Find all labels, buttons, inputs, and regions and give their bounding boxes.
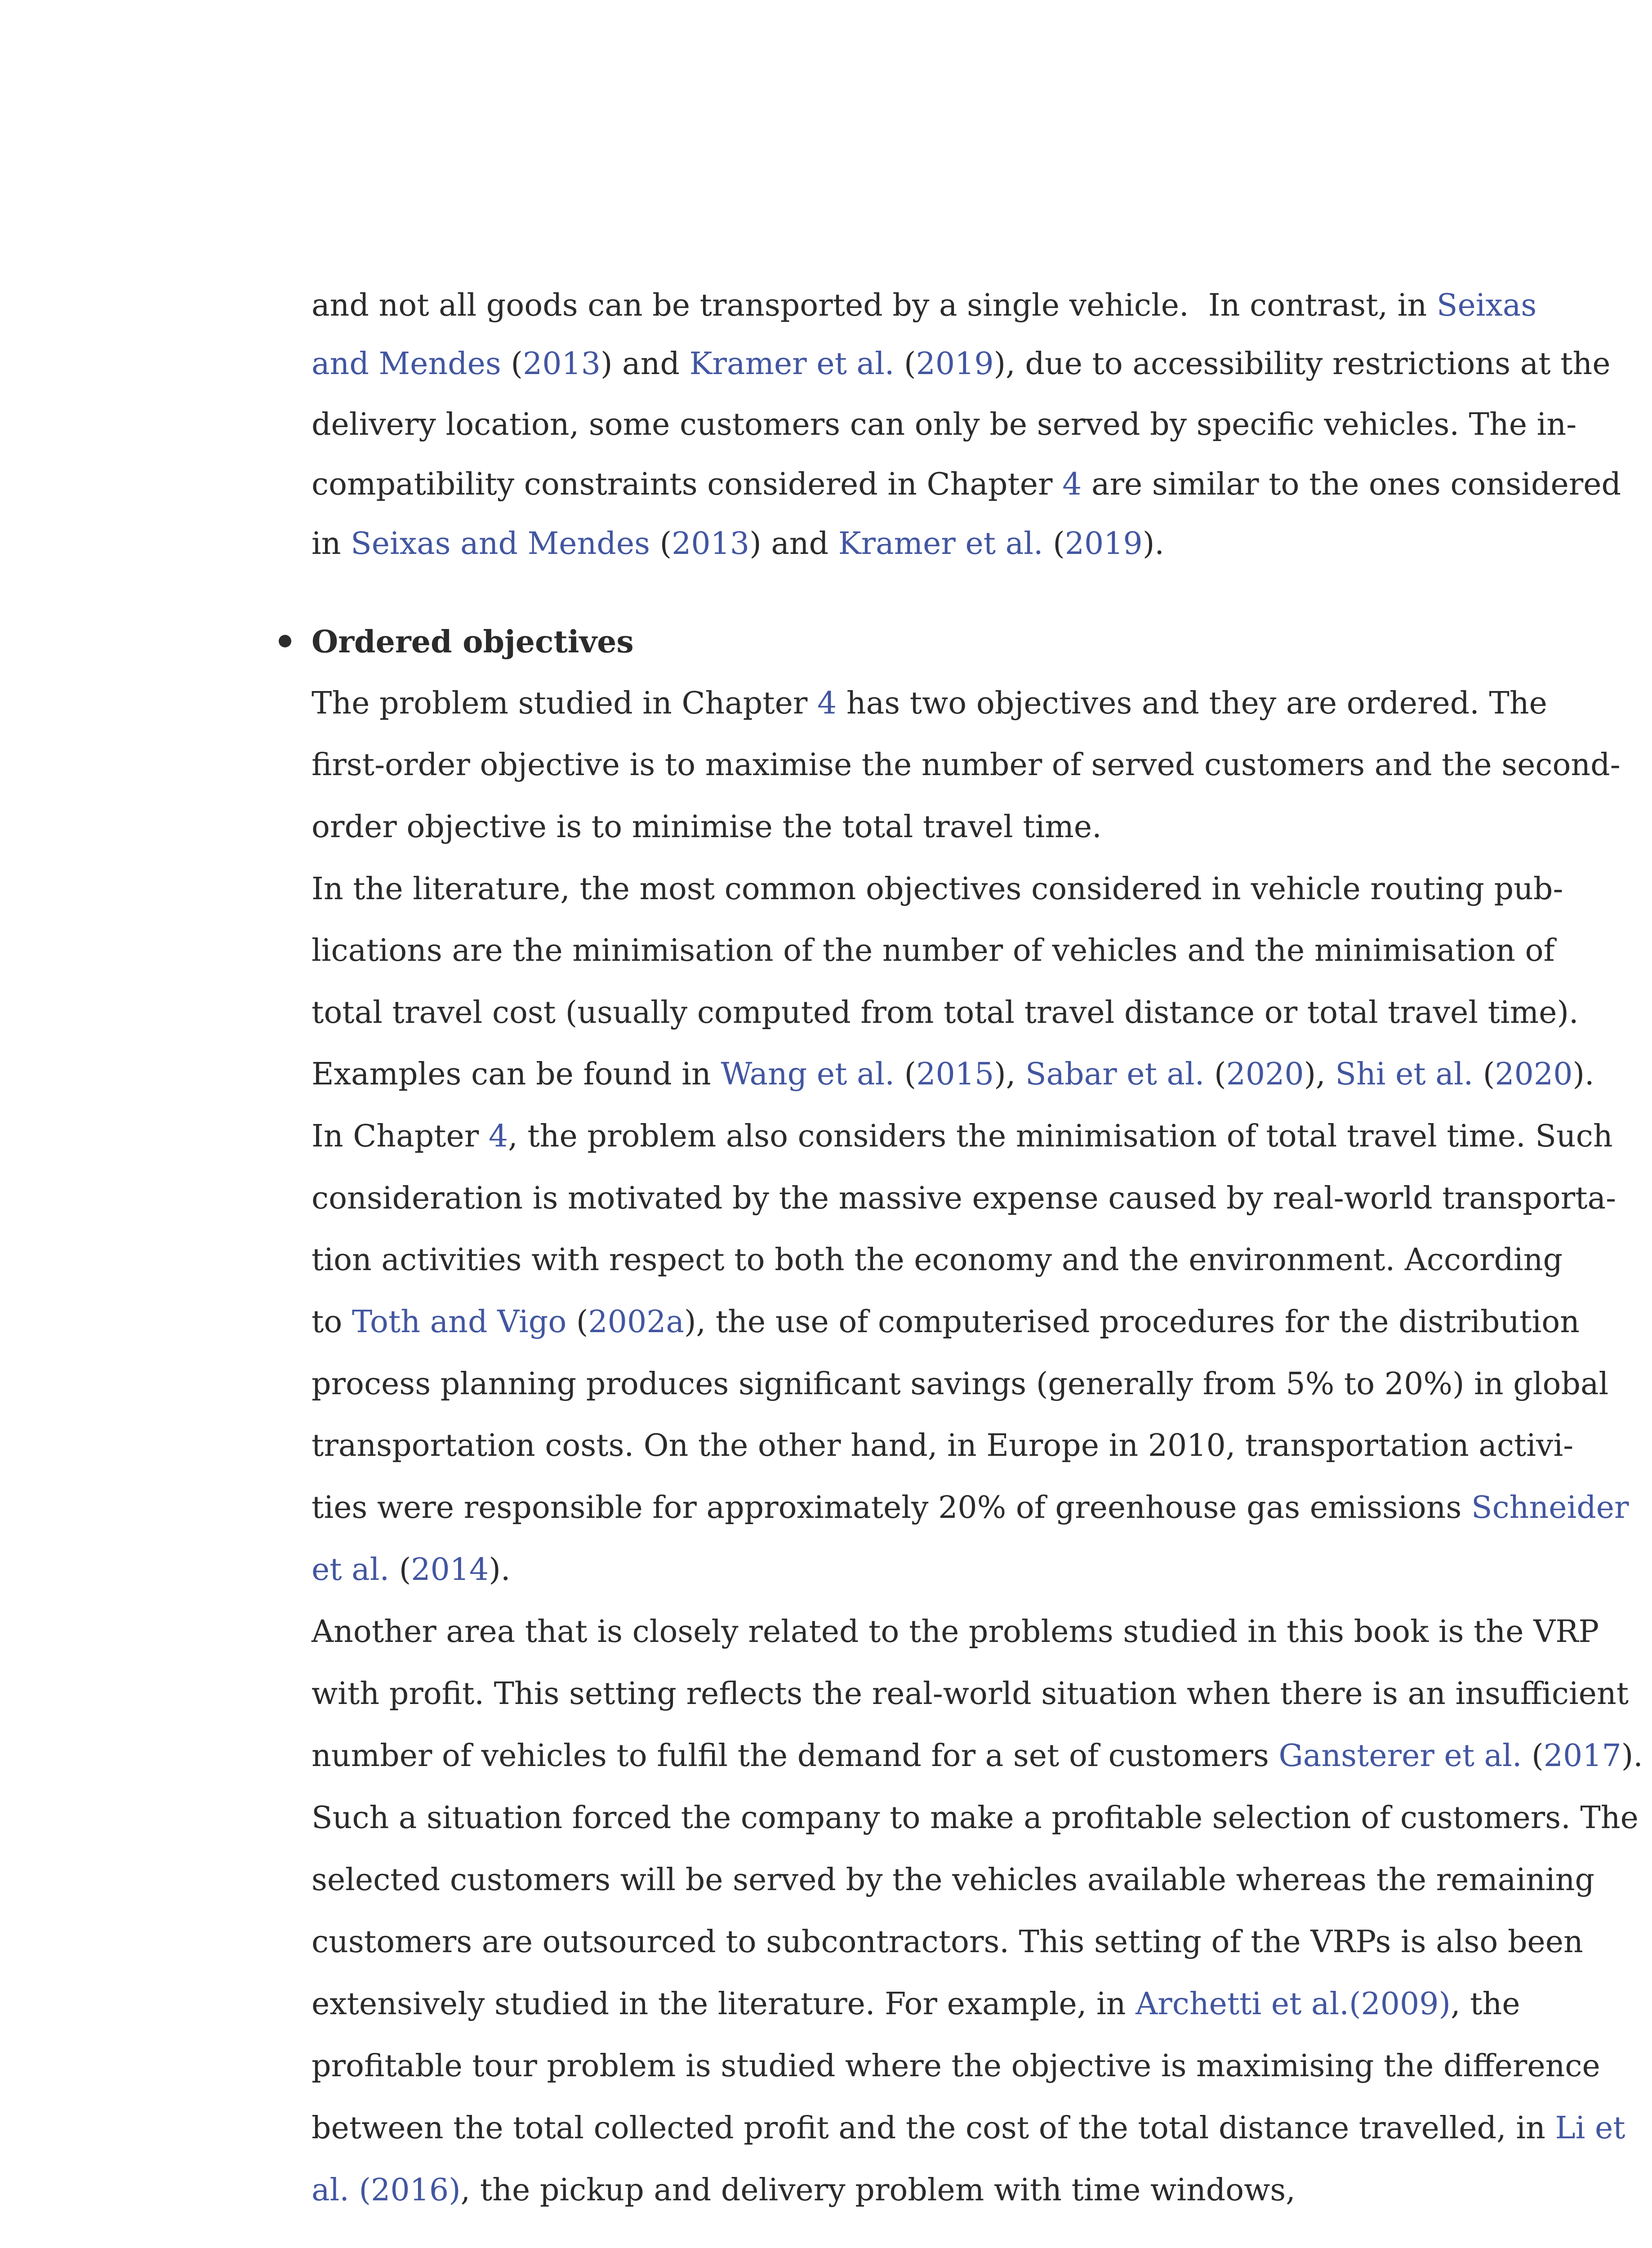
- text-run: in: [312, 526, 351, 562]
- paragraph-line: [312, 1973, 1520, 2036]
- citation-link[interactable]: Kramer et al.: [689, 346, 895, 382]
- paragraph-line: [312, 453, 1621, 516]
- paragraph-line: process planning produces significant savings (generally from 5% to 20%) in global: [312, 1366, 1609, 1402]
- text-run: ),: [994, 1057, 1026, 1092]
- text-run: The problem studied in Chapter: [312, 686, 818, 721]
- text-run: In Chapter: [312, 1119, 489, 1154]
- text-run: number of vehicles to fulfil the demand for a set of customers: [312, 1738, 1279, 1774]
- paragraph-line: delivery location, some customers can only be served by specific vehicles. The in-: [312, 407, 1577, 442]
- paragraph-line: first-order objective is to maximise the number of served customers and the second-: [312, 747, 1621, 783]
- citation-link[interactable]: al. (2016): [312, 2172, 461, 2208]
- citation-link[interactable]: and Mendes: [312, 346, 501, 382]
- text-run: extensively studied in the literature. For example, in: [312, 1986, 1136, 2022]
- paragraph-line: order objective is to minimise the total travel time.: [312, 809, 1102, 845]
- citation-link[interactable]: Sabar et al.: [1025, 1057, 1205, 1092]
- text-run: , the pickup and delivery problem with time windows,: [460, 2172, 1296, 2208]
- text-run: (: [389, 1552, 411, 1588]
- text-run: Examples can be found in: [312, 1057, 721, 1092]
- text-run: ) and: [601, 346, 690, 382]
- text-run: to: [312, 1304, 352, 1340]
- paragraph-line: [312, 333, 1611, 396]
- citation-link[interactable]: Toth and Vigo: [352, 1304, 567, 1340]
- paragraph-line: [312, 2159, 1487, 2222]
- citation-link[interactable]: Schneider: [1471, 1490, 1629, 1525]
- citation-link[interactable]: Gansterer et al.: [1278, 1738, 1522, 1774]
- text-run: ), the use of computerised procedures for the distribution: [684, 1304, 1580, 1340]
- citation-link[interactable]: Archetti et al.(2009): [1135, 1986, 1451, 2022]
- paragraph-line: customers are outsourced to subcontractors. This setting of the VRPs is also been: [312, 1924, 1583, 1960]
- text-run: and not all goods can be transported by a single vehicle. In contrast, in: [312, 288, 1437, 323]
- text-run: ties were responsible for approximately 20% of greenhouse gas emissions: [312, 1490, 1471, 1525]
- text-run: (: [1043, 526, 1065, 562]
- text-run: ).: [1572, 1057, 1594, 1092]
- paragraph-line: selected customers will be served by the vehicles available whereas the remaining: [312, 1862, 1595, 1898]
- paragraph-line: profitable tour problem is studied where the objective is maximising the difference: [312, 2048, 1600, 2084]
- text-run: , the: [1451, 1986, 1520, 2022]
- text-run: (: [1473, 1057, 1495, 1092]
- text-run: (: [566, 1304, 588, 1340]
- citation-link[interactable]: Wang et al.: [721, 1057, 895, 1092]
- text-run: are similar to the ones considered: [1082, 467, 1621, 502]
- paragraph-line: [312, 1539, 1487, 1601]
- citation-year-link[interactable]: 2014: [411, 1552, 489, 1588]
- paragraph-line: [312, 2097, 1625, 2160]
- citation-year-link[interactable]: 2017: [1543, 1738, 1621, 1774]
- paragraph-line: with profit. This setting reflects the real-world situation when there is an insufficient: [312, 1676, 1629, 1712]
- paragraph-line: [312, 274, 1537, 337]
- chapter-ref-link[interactable]: 4: [817, 686, 837, 721]
- citation-year-link[interactable]: 2020: [1495, 1057, 1573, 1092]
- text-run: (: [1522, 1738, 1544, 1774]
- text-run: has two objectives and they are ordered. The: [837, 686, 1547, 721]
- paragraph-line: In the literature, the most common objectives considered in vehicle routing pub-: [312, 871, 1563, 907]
- paragraph-line: Another area that is closely related to the problems studied in this book is the VRP: [312, 1614, 1599, 1650]
- text-run: ).: [1621, 1738, 1643, 1774]
- text-run: (: [501, 346, 523, 382]
- paragraph-line: tion activities with respect to both the economy and the environment. According: [312, 1242, 1563, 1278]
- text-run: (: [895, 1057, 917, 1092]
- paragraph-line: lications are the minimisation of the number of vehicles and the minimisation of: [312, 933, 1555, 968]
- citation-link[interactable]: Kramer et al.: [838, 526, 1043, 562]
- text-run: ), due to accessibility restrictions at the: [993, 346, 1611, 382]
- chapter-ref-link[interactable]: 4: [488, 1119, 508, 1154]
- citation-link[interactable]: Li et: [1555, 2110, 1625, 2146]
- paragraph-line: Such a situation forced the company to make a profitable selection of customers. The: [312, 1800, 1639, 1836]
- citation-link[interactable]: Seixas and Mendes: [351, 526, 650, 562]
- paragraph-line: [312, 1043, 1594, 1106]
- citation-year-link[interactable]: 2013: [672, 526, 750, 562]
- citation-year-link[interactable]: 2015: [916, 1057, 994, 1092]
- text-run: ) and: [749, 526, 838, 562]
- text-run: ).: [489, 1552, 511, 1588]
- citation-year-link[interactable]: 2019: [916, 346, 994, 382]
- text-run: ),: [1304, 1057, 1336, 1092]
- text-run: ).: [1142, 526, 1164, 562]
- paragraph-line: [312, 1725, 1643, 1788]
- citation-link[interactable]: Shi et al.: [1335, 1057, 1474, 1092]
- paragraph-line: transportation costs. On the other hand, in Europe in 2010, transportation activi-: [312, 1428, 1574, 1463]
- citation-year-link[interactable]: 2020: [1226, 1057, 1304, 1092]
- citation-year-link[interactable]: 2013: [522, 346, 601, 382]
- citation-year-link[interactable]: 2002a: [588, 1304, 685, 1340]
- text-run: (: [894, 346, 916, 382]
- text-run: (: [650, 526, 672, 562]
- paragraph-line: [312, 1291, 1580, 1354]
- text-run: compatibility constraints considered in Chapter: [312, 467, 1063, 502]
- text-run: between the total collected profit and the cost of the total distance travelled, in: [312, 2110, 1555, 2146]
- bullet-point: [279, 635, 291, 647]
- paragraph-line: [312, 1476, 1629, 1539]
- chapter-ref-link[interactable]: 4: [1062, 467, 1082, 502]
- paragraph-line: consideration is motivated by the massive expense caused by real-world transporta-: [312, 1181, 1616, 1216]
- paragraph-line: [312, 1105, 1613, 1168]
- paragraph-line: total travel cost (usually computed from total travel distance or total travel time).: [312, 995, 1579, 1030]
- text-run: (: [1204, 1057, 1226, 1092]
- paragraph-line: [312, 672, 1547, 735]
- paragraph-line: [312, 513, 1487, 575]
- citation-link[interactable]: et al.: [312, 1552, 390, 1588]
- citation-link[interactable]: Seixas: [1436, 288, 1537, 323]
- text-run: , the problem also considers the minimisation of total travel time. Such: [508, 1119, 1613, 1154]
- citation-year-link[interactable]: 2019: [1064, 526, 1143, 562]
- section-heading: Ordered objectives: [312, 624, 634, 660]
